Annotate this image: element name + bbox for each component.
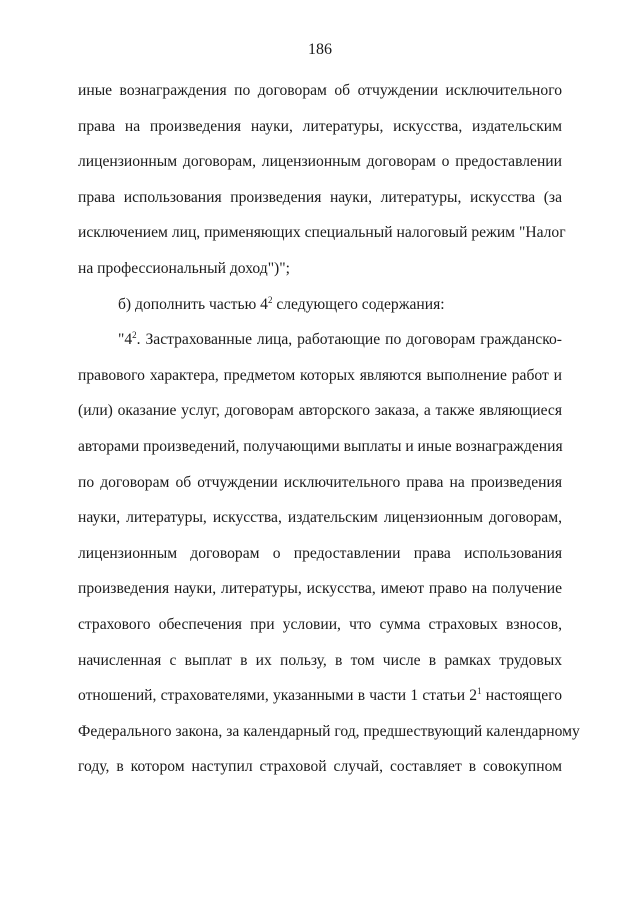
text-line: права на произведения науки, литературы, искусства, издательским [78, 117, 562, 135]
document-body [78, 73, 580, 785]
text-line: по договорам об отчуждении исключительного права на произведения [78, 473, 562, 491]
text-line: права использования произведения науки, литературы, искусства (за [78, 188, 562, 206]
text-fragment: б) дополнить частью 4 [118, 295, 268, 313]
page-number: 186 [308, 41, 332, 58]
text-line: иные вознаграждения по договорам об отчуждении исключительного [78, 82, 562, 99]
superscript: 1 [477, 686, 482, 697]
text-fragment: отношений, страхователями, указанными в части 1 статьи 2 [78, 687, 478, 705]
text-line: произведения науки, литературы, искусства, имеют право на получение [78, 580, 562, 598]
text-line [78, 287, 562, 323]
superscript: 2 [267, 294, 273, 305]
paragraph-continuation [78, 73, 566, 287]
text-fragment: настоящего [481, 687, 562, 705]
text-line [78, 678, 562, 714]
paragraph-part-4-2 [78, 322, 580, 785]
text-line: Федерального закона, за календарный год, предшествующий календарному [78, 722, 580, 740]
text-line: (или) оказание услуг, договорам авторского заказа, а также являющиеся [78, 402, 562, 420]
text-line: авторами произведений, получающими выплаты и иные вознаграждения [78, 437, 563, 455]
text-line: исключением лиц, применяющих специальный налоговый режим "Налог [78, 224, 566, 242]
text-line: начисленная с выплат в их пользу, в том числе в рамках трудовых [78, 651, 562, 669]
superscript: 2 [132, 330, 137, 341]
text-line: лицензионным договорам о предоставлении права использования [78, 544, 562, 562]
text-fragment: следующего содержания: [272, 295, 445, 313]
text-line: правового характера, предметом которых являются выполнение работ и [78, 366, 562, 384]
text-line: страхового обеспечения при условии, что сумма страховых взносов, [78, 615, 562, 633]
text-line: лицензионным договорам, лицензионным договорам о предоставлении [78, 153, 562, 171]
text-fragment: . Застрахованные лица, работающие по договорам гражданско- [136, 331, 562, 349]
text-line: науки, литературы, искусства, издательским лицензионным договорам, [78, 509, 562, 527]
text-line: на профессиональный доход")"; [78, 259, 290, 277]
text-line [78, 322, 562, 358]
text-line: году, в котором наступил страховой случай, составляет в совокупном [78, 758, 562, 776]
text-fragment: "4 [118, 331, 133, 349]
paragraph-amendment-b [78, 287, 562, 323]
